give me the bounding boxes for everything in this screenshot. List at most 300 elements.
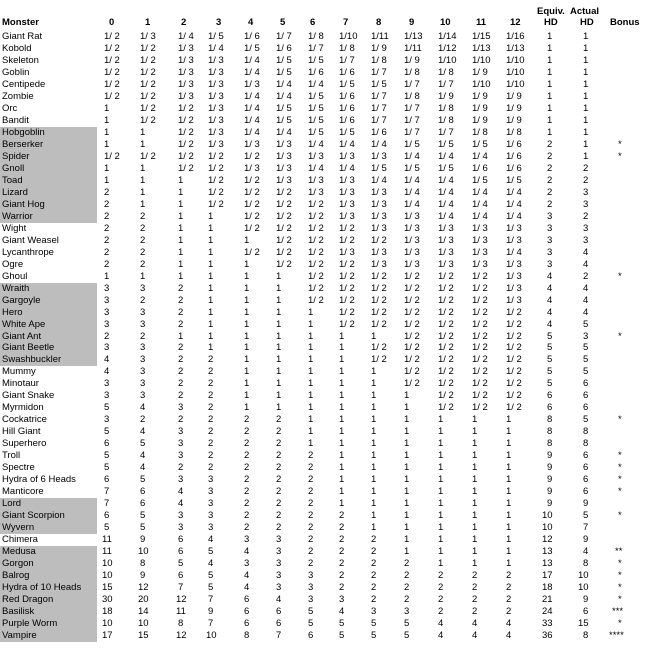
table-row: [0, 498, 653, 510]
level-1-value: 2: [140, 246, 146, 258]
level-9-value: 1/ 8: [404, 90, 420, 102]
level-11-value: 1/ 3: [472, 234, 488, 246]
level-3-value: 1/ 3: [208, 54, 224, 66]
level-5-value: 3: [276, 546, 282, 558]
level-10-value: 1/ 2: [438, 402, 454, 414]
actual-hd-value: 1: [583, 31, 589, 42]
level-5-value: 3: [276, 582, 282, 594]
level-1-value: 20: [138, 594, 149, 606]
level-3-value: 1: [208, 246, 214, 258]
level-2-value: 3: [178, 474, 184, 486]
level-1-value: 5: [140, 438, 146, 450]
level-6-value: 1: [308, 414, 314, 426]
monster-name: Cockatrice: [2, 414, 47, 426]
actual-hd-value: 6: [583, 606, 589, 618]
level-7-value: 1: [339, 486, 345, 498]
equiv-hd-value: 8: [547, 438, 553, 450]
level-0-value: 3: [104, 318, 110, 330]
level-0-value: 1/ 2: [104, 150, 120, 162]
header-level-3: 3: [216, 17, 222, 28]
level-11-value: 1/ 9: [472, 66, 488, 78]
header-level-0: 0: [109, 17, 115, 28]
level-0-value: 1: [104, 174, 110, 186]
actual-hd-value: 1: [583, 54, 589, 66]
level-1-value: 2: [140, 330, 146, 342]
level-9-value: 1/ 2: [404, 294, 420, 306]
level-8-value: 1/ 3: [371, 198, 387, 210]
level-0-value: 30: [102, 594, 113, 606]
level-3-value: 2: [208, 450, 214, 462]
level-4-value: 1/ 4: [244, 102, 260, 114]
monster-name: Basilisk: [0, 606, 97, 618]
equiv-hd-value: 1: [547, 31, 553, 42]
monster-name: Bandit: [2, 114, 29, 126]
level-5-value: 2: [276, 498, 282, 510]
monster-name: Chimera: [2, 534, 38, 546]
level-3-value: 1/ 3: [208, 138, 224, 150]
level-7-value: 1: [339, 390, 345, 402]
table-row: [0, 342, 653, 354]
level-0-value: 1: [104, 138, 110, 150]
level-11-value: 1/ 2: [472, 318, 488, 330]
level-1-value: 2: [140, 258, 146, 270]
level-6-value: 1: [308, 426, 314, 438]
level-7-value: 1/ 2: [339, 294, 355, 306]
level-3-value: 1: [208, 330, 214, 342]
level-6-value: 1/ 3: [308, 150, 324, 162]
monster-name: Zombie: [2, 90, 34, 102]
level-11-value: 1: [472, 438, 478, 450]
equiv-hd-value: 9: [547, 498, 553, 510]
level-7-value: 1: [339, 474, 345, 486]
equiv-hd-value: 1: [547, 126, 553, 138]
level-2-value: 3: [178, 450, 184, 462]
level-8-value: 1/11: [371, 31, 389, 42]
header-level-5: 5: [280, 17, 286, 28]
equiv-hd-value: 33: [542, 618, 553, 630]
equiv-hd-value: 9: [547, 474, 553, 486]
level-10-value: 1/ 2: [438, 378, 454, 390]
level-10-value: 1/ 2: [438, 282, 454, 294]
level-4-value: 6: [244, 618, 250, 630]
level-3-value: 3: [208, 522, 214, 534]
level-3-value: 5: [208, 582, 214, 594]
monster-name: Ghoul: [2, 270, 28, 282]
level-3-value: 1/ 2: [208, 198, 224, 210]
level-8-value: 2: [371, 570, 377, 582]
equiv-hd-value: 4: [547, 282, 553, 294]
monster-name: Balrog: [0, 570, 97, 582]
level-4-value: 2: [244, 510, 250, 522]
level-3-value: 9: [208, 606, 214, 618]
level-5-value: 1: [276, 402, 282, 414]
level-6-value: 1/ 2: [308, 294, 324, 306]
monster-name: Spider: [0, 151, 97, 163]
actual-hd-value: 5: [583, 354, 589, 366]
level-4-value: 4: [244, 546, 250, 558]
level-3-value: 2: [208, 402, 214, 414]
level-1-value: 8: [140, 558, 146, 570]
level-3-value: 2: [208, 390, 214, 402]
level-6-value: 1/ 5: [308, 90, 324, 102]
level-9-value: 1/ 7: [404, 78, 420, 90]
level-10-value: 1: [438, 546, 444, 558]
equiv-hd-value: 1: [547, 42, 553, 54]
level-0-value: 1: [104, 126, 110, 138]
monster-name: Lycanthrope: [2, 246, 54, 258]
header-level-2: 2: [181, 17, 187, 28]
monster-name: Wraith: [0, 283, 97, 295]
level-7-value: 2: [339, 546, 345, 558]
level-10-value: 1/ 2: [438, 330, 454, 342]
actual-hd-value: 5: [583, 366, 589, 378]
level-7-value: 1/ 7: [339, 54, 355, 66]
level-12-value: 1: [506, 474, 512, 486]
actual-hd-value: 4: [583, 546, 589, 558]
level-6-value: 5: [308, 606, 314, 618]
level-9-value: 1: [404, 426, 410, 438]
level-11-value: 1/ 2: [472, 378, 488, 390]
actual-hd-value: 2: [583, 174, 589, 186]
actual-hd-value: 8: [583, 426, 589, 438]
bonus-value: *: [618, 414, 622, 426]
level-9-value: 1: [404, 438, 410, 450]
level-10-value: 1/ 3: [438, 258, 454, 270]
level-9-value: 1/ 4: [404, 174, 420, 186]
level-1-value: 1/ 2: [140, 90, 156, 102]
level-12-value: 1/10: [506, 78, 525, 90]
actual-hd-value: 1: [583, 102, 589, 114]
level-7-value: 1/ 3: [339, 246, 355, 258]
equiv-hd-value: 2: [547, 186, 553, 198]
level-12-value: 1/ 2: [506, 378, 522, 390]
monster-name: Superhero: [2, 438, 47, 450]
monster-name: Giant Rat: [2, 31, 43, 42]
level-8-value: 1/ 3: [371, 222, 387, 234]
level-8-value: 1/ 7: [371, 90, 387, 102]
level-9-value: 1/ 9: [404, 54, 420, 66]
level-2-value: 12: [176, 594, 187, 606]
level-7-value: 1: [339, 378, 345, 390]
actual-hd-value: 5: [583, 414, 589, 426]
level-4-value: 1: [244, 270, 250, 282]
level-12-value: 1/ 3: [506, 258, 522, 270]
level-8-value: 2: [371, 546, 377, 558]
level-12-value: 1/ 9: [506, 90, 522, 102]
header-level-12: 12: [510, 17, 521, 28]
bonus-value: *: [618, 138, 622, 150]
table-row: [0, 211, 653, 223]
monster-name: Lizard: [0, 187, 97, 199]
level-7-value: 1/ 3: [339, 150, 355, 162]
level-2-value: 1/ 3: [178, 66, 194, 78]
level-10-value: 1/ 2: [438, 318, 454, 330]
level-5-value: 1: [276, 294, 282, 306]
level-0-value: 6: [104, 438, 110, 450]
actual-hd-value: 3: [583, 198, 589, 210]
level-10-value: 1/ 7: [438, 126, 454, 138]
level-1-value: 1/ 3: [140, 31, 156, 42]
level-1-value: 3: [140, 378, 146, 390]
actual-hd-value: 6: [583, 402, 589, 414]
level-0-value: 3: [104, 282, 110, 294]
level-4-value: 1: [244, 282, 250, 294]
level-4-value: 1: [244, 306, 250, 318]
level-10-value: 1/ 2: [438, 270, 454, 282]
level-10-value: 1/ 4: [438, 186, 454, 198]
level-1-value: 5: [140, 474, 146, 486]
monster-name: Hobgoblin: [0, 127, 97, 139]
level-9-value: 1/ 3: [404, 246, 420, 258]
level-4-value: 1/ 4: [244, 54, 260, 66]
level-2-value: 2: [178, 414, 184, 426]
level-3-value: 2: [208, 354, 214, 366]
level-5-value: 1: [276, 378, 282, 390]
level-7-value: 1: [339, 462, 345, 474]
level-4-value: 1/ 3: [244, 138, 260, 150]
equiv-hd-value: 18: [542, 582, 553, 594]
level-9-value: 1/ 2: [404, 330, 420, 342]
level-6-value: 1/ 2: [308, 198, 324, 210]
level-6-value: 1/ 7: [308, 42, 324, 54]
level-8-value: 1/ 2: [371, 354, 387, 366]
actual-hd-value: 1: [583, 126, 589, 138]
level-1-value: 1/ 2: [140, 78, 156, 90]
level-7-value: 1: [339, 414, 345, 426]
level-1-value: 3: [140, 366, 146, 378]
equiv-hd-value: 8: [547, 426, 553, 438]
level-11-value: 1/ 5: [472, 174, 488, 186]
level-6-value: 1: [308, 390, 314, 402]
level-6-value: 1/ 4: [308, 138, 324, 150]
level-12-value: 1/ 4: [506, 246, 522, 258]
level-9-value: 1/ 3: [404, 210, 420, 222]
level-12-value: 1/16: [506, 31, 525, 42]
level-12-value: 1/ 2: [506, 318, 522, 330]
level-6-value: 2: [308, 474, 314, 486]
level-9-value: 1/ 4: [404, 150, 420, 162]
level-4-value: 1: [244, 318, 250, 330]
equiv-hd-value: 9: [547, 462, 553, 474]
level-10-value: 1: [438, 534, 444, 546]
header-monster: Monster: [2, 17, 39, 28]
monster-name: Giant Snake: [2, 390, 55, 402]
monster-name: Myrmidon: [2, 402, 44, 414]
table-row: [0, 510, 653, 522]
monster-name: Vampire: [0, 630, 97, 642]
level-7-value: 1/ 3: [339, 186, 355, 198]
level-5-value: 1/ 3: [276, 150, 292, 162]
level-6-value: 2: [308, 546, 314, 558]
level-12-value: 1/ 3: [506, 222, 522, 234]
level-9-value: 1/ 7: [404, 114, 420, 126]
monster-name: White Ape: [0, 319, 97, 331]
level-12-value: 1/ 6: [506, 138, 522, 150]
level-4-value: 1: [244, 258, 250, 270]
level-8-value: 1/ 2: [371, 282, 387, 294]
level-6-value: 5: [308, 618, 314, 630]
level-12-value: 1: [506, 534, 512, 546]
level-12-value: 1/13: [506, 42, 525, 54]
level-10-value: 2: [438, 594, 444, 606]
level-5-value: 3: [276, 570, 282, 582]
level-8-value: 1/ 7: [371, 66, 387, 78]
bonus-value: ***: [612, 606, 624, 618]
equiv-hd-value: 5: [547, 330, 553, 342]
level-8-value: 1: [371, 498, 377, 510]
level-9-value: 1/ 4: [404, 198, 420, 210]
level-4-value: 3: [244, 558, 250, 570]
level-8-value: 1/ 3: [371, 246, 387, 258]
level-2-value: 7: [178, 582, 184, 594]
level-9-value: 1: [404, 522, 410, 534]
level-9-value: 1/ 2: [404, 282, 420, 294]
level-7-value: 4: [339, 606, 345, 618]
level-9-value: 1/ 7: [404, 102, 420, 114]
equiv-hd-value: 3: [547, 222, 553, 234]
level-2-value: 1: [178, 186, 184, 198]
level-0-value: 5: [104, 462, 110, 474]
level-8-value: 1/ 3: [371, 150, 387, 162]
level-0-value: 3: [104, 414, 110, 426]
level-0-value: 7: [104, 486, 110, 498]
level-12-value: 1/ 2: [506, 390, 522, 402]
level-11-value: 1: [472, 486, 478, 498]
level-5-value: 2: [276, 450, 282, 462]
level-8-value: 1/ 3: [371, 186, 387, 198]
table-row: [0, 139, 653, 151]
bonus-value: *: [618, 558, 622, 570]
actual-hd-value: 1: [583, 78, 589, 90]
level-10-value: 1: [438, 414, 444, 426]
level-1-value: 3: [140, 354, 146, 366]
level-8-value: 1/ 7: [371, 114, 387, 126]
actual-hd-value: 1: [583, 66, 589, 78]
monster-name: Hill Giant: [2, 426, 41, 438]
level-12-value: 2: [506, 594, 512, 606]
level-2-value: 1/ 3: [178, 90, 194, 102]
equiv-hd-value: 1: [547, 114, 553, 126]
monster-name: Spectre: [2, 462, 35, 474]
level-4-value: 1/ 5: [244, 42, 260, 54]
equiv-hd-value: 5: [547, 378, 553, 390]
actual-hd-value: 3: [583, 186, 589, 198]
level-3-value: 1: [208, 306, 214, 318]
level-9-value: 2: [404, 582, 410, 594]
level-7-value: 5: [339, 618, 345, 630]
level-2-value: 3: [178, 510, 184, 522]
monster-name: Orc: [2, 102, 18, 114]
level-0-value: 1: [104, 270, 110, 282]
level-1-value: 4: [140, 450, 146, 462]
level-10-value: 4: [438, 618, 444, 630]
level-4-value: 1/ 2: [244, 198, 260, 210]
level-5-value: 6: [276, 606, 282, 618]
level-8-value: 1: [371, 438, 377, 450]
level-5-value: 1: [276, 306, 282, 318]
level-1-value: 1: [140, 138, 146, 150]
level-0-value: 15: [102, 582, 113, 594]
actual-hd-value: 10: [578, 570, 589, 582]
level-10-value: 1/ 3: [438, 246, 454, 258]
monster-name: Centipede: [2, 78, 46, 90]
level-6-value: 1/ 3: [308, 174, 324, 186]
level-1-value: 4: [140, 426, 146, 438]
monster-name: Warrior: [0, 211, 97, 223]
level-8-value: 1/ 7: [371, 102, 387, 114]
level-11-value: 1/ 4: [472, 150, 488, 162]
level-1-value: 2: [140, 414, 146, 426]
level-4-value: 1/ 2: [244, 210, 260, 222]
level-2-value: 1: [178, 330, 184, 342]
level-12-value: 1/ 2: [506, 330, 522, 342]
level-11-value: 1/ 2: [472, 306, 488, 318]
level-10-value: 1/ 4: [438, 150, 454, 162]
level-3-value: 1/ 2: [208, 150, 224, 162]
level-12-value: 1/ 6: [506, 162, 522, 174]
level-0-value: 1/ 2: [104, 31, 120, 42]
monster-name: Purple Worm: [0, 618, 97, 630]
actual-hd-value: 1: [583, 42, 589, 54]
level-5-value: 1/ 7: [276, 31, 292, 42]
level-3-value: 1/ 2: [208, 186, 224, 198]
level-1-value: 2: [140, 222, 146, 234]
equiv-hd-value: 5: [547, 354, 553, 366]
level-5-value: 1/ 4: [276, 90, 292, 102]
level-1-value: 15: [138, 630, 149, 641]
level-5-value: 1/ 5: [276, 102, 292, 114]
level-11-value: 1: [472, 534, 478, 546]
level-3-value: 2: [208, 438, 214, 450]
level-10-value: 1/ 8: [438, 66, 454, 78]
actual-hd-value: 9: [583, 534, 589, 546]
level-10-value: 1: [438, 522, 444, 534]
level-7-value: 1/ 2: [339, 222, 355, 234]
actual-hd-value: 6: [583, 462, 589, 474]
level-9-value: 1/ 2: [404, 306, 420, 318]
level-7-value: 1: [339, 330, 345, 342]
table-row: [0, 91, 653, 103]
level-12-value: 1/ 3: [506, 270, 522, 282]
table-row: [0, 271, 653, 283]
level-3-value: 1: [208, 210, 214, 222]
level-0-value: 10: [102, 618, 113, 630]
level-5-value: 1: [276, 330, 282, 342]
level-6-value: 1: [308, 306, 314, 318]
equiv-hd-value: 3: [547, 258, 553, 270]
table-row: [0, 43, 653, 55]
level-6-value: 3: [308, 582, 314, 594]
level-6-value: 1/ 5: [308, 102, 324, 114]
level-1-value: 12: [138, 582, 149, 594]
actual-hd-value: 1: [583, 138, 589, 150]
level-6-value: 1/ 2: [308, 222, 324, 234]
level-5-value: 1: [276, 390, 282, 402]
level-3-value: 1: [208, 234, 214, 246]
table-row: [0, 390, 653, 402]
header-level-11: 11: [476, 17, 487, 28]
level-2-value: 2: [178, 294, 184, 306]
level-1-value: 3: [140, 390, 146, 402]
level-4-value: 1/ 2: [244, 222, 260, 234]
level-8-value: 1/ 5: [371, 78, 387, 90]
level-6-value: 1: [308, 330, 314, 342]
actual-hd-value: 1: [583, 90, 589, 102]
level-8-value: 1/ 2: [371, 306, 387, 318]
level-1-value: 1: [140, 186, 146, 198]
level-5-value: 2: [276, 462, 282, 474]
level-4-value: 2: [244, 498, 250, 510]
